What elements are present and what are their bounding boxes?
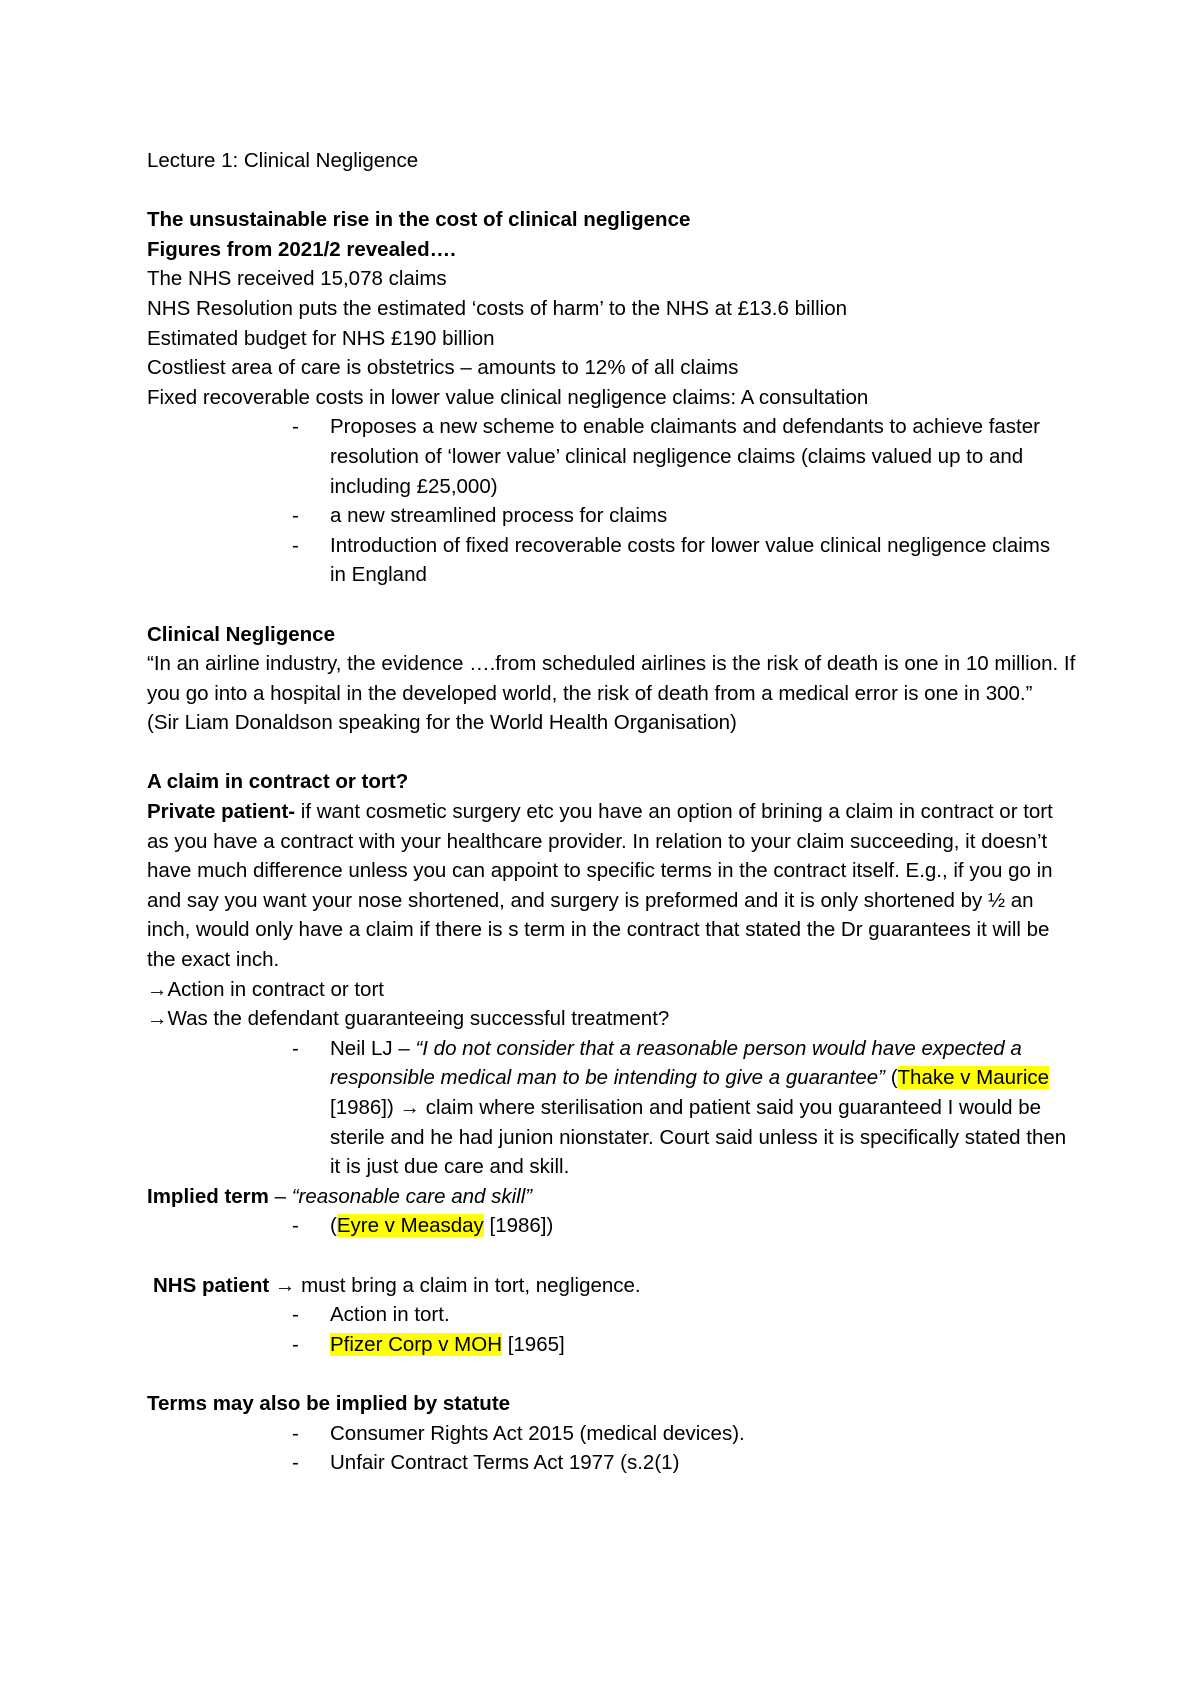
bullet-dash: - bbox=[292, 1036, 299, 1060]
neil-lj-quote: “I do not consider that a reasonable person would have expected a responsible medical man to be intending to give a guarantee” bbox=[330, 1036, 1022, 1090]
implied-term-line bbox=[147, 1182, 1077, 1212]
bullet-item bbox=[147, 1034, 1077, 1182]
spacer bbox=[147, 590, 1077, 620]
bullet-item bbox=[147, 1300, 1077, 1330]
bullet-text: Introduction of fixed recoverable costs for lower value clinical negligence claims in England bbox=[330, 533, 1051, 587]
bullet-item bbox=[147, 1211, 1077, 1241]
nhs-patient-line bbox=[147, 1271, 1077, 1301]
section-heading-contract-or-tort: A claim in contract or tort? bbox=[147, 770, 409, 794]
section-heading-cost: The unsustainable rise in the cost of clinical negligence bbox=[147, 208, 691, 232]
document-body bbox=[147, 146, 1077, 1478]
eyre-case-bullet bbox=[330, 1211, 1070, 1241]
bullet-dash: - bbox=[292, 1303, 299, 1327]
bullet-item bbox=[147, 1448, 1077, 1478]
neil-lj-bullet bbox=[330, 1034, 1070, 1182]
text-line: Costliest area of care is obstetrics – amounts to 12% of all claims bbox=[147, 356, 739, 380]
thake-case-detail: [1986]) → claim where sterilisation and patient said you guaranteed I would be sterile and he had junion nionstater. Court said unless it is specifically stated then it is just due care and skill. bbox=[330, 1096, 1067, 1179]
implied-term-dash: – bbox=[268, 1184, 292, 1208]
neil-lj-prefix: Neil LJ – bbox=[330, 1036, 416, 1060]
implied-term-quote: “reasonable care and skill” bbox=[291, 1184, 533, 1208]
paren-open: ( bbox=[885, 1066, 898, 1090]
text-line: The NHS received 15,078 claims bbox=[147, 267, 447, 291]
quote-attribution: (Sir Liam Donaldson speaking for the World Health Organisation) bbox=[147, 711, 737, 735]
spacer bbox=[147, 176, 1077, 206]
arrow-point: →Action in contract or tort bbox=[147, 977, 384, 1001]
bullet-text: a new streamlined process for claims bbox=[330, 504, 668, 528]
case-name-highlight: Pfizer Corp v MOH bbox=[330, 1332, 502, 1356]
paren-open: ( bbox=[330, 1214, 337, 1238]
bullet-text: Consumer Rights Act 2015 (medical devices). bbox=[330, 1421, 745, 1445]
arrow-point: →Was the defendant guaranteeing successful treatment? bbox=[147, 1007, 670, 1031]
spacer bbox=[147, 738, 1077, 768]
case-name-highlight: Eyre v Measday bbox=[336, 1214, 484, 1238]
eyre-case-detail: [1986]) bbox=[483, 1214, 554, 1238]
bullet-text: Action in tort. bbox=[330, 1303, 450, 1327]
implied-term-label: Implied term bbox=[147, 1184, 269, 1208]
text-line: Fixed recoverable costs in lower value clinical negligence claims: A consultation bbox=[147, 385, 869, 409]
bullet-dash: - bbox=[292, 1214, 299, 1238]
private-patient-label: Private patient- bbox=[147, 800, 296, 824]
pfizer-case-detail: [1965] bbox=[502, 1332, 565, 1356]
figures-subheading: Figures from 2021/2 revealed…. bbox=[147, 237, 456, 261]
bullet-item bbox=[147, 1330, 1077, 1360]
bullet-dash: - bbox=[292, 504, 299, 528]
spacer bbox=[147, 1359, 1077, 1389]
bullet-text: Proposes a new scheme to enable claimants and defendants to achieve faster resolution of ‘lower value’ clinical negligence claims (claims valued up to and including £25,000) bbox=[330, 415, 1040, 498]
bullet-item bbox=[147, 531, 1077, 590]
bullet-dash: - bbox=[292, 533, 299, 557]
spacer bbox=[147, 1241, 1077, 1271]
private-patient-paragraph bbox=[147, 797, 1077, 975]
bullet-item bbox=[147, 1419, 1077, 1449]
donaldson-quote: “In an airline industry, the evidence ….from scheduled airlines is the risk of death is one in 10 million. If you go into a hospital in the developed world, the risk of death from a medical error is one in 300.” bbox=[147, 652, 1076, 705]
case-name-highlight: Thake v Maurice bbox=[897, 1066, 1050, 1090]
nhs-patient-label: NHS patient → bbox=[153, 1273, 296, 1297]
text-line: Estimated budget for NHS £190 billion bbox=[147, 326, 495, 350]
bullet-dash: - bbox=[292, 415, 299, 439]
bullet-text: Unfair Contract Terms Act 1977 (s.2(1) bbox=[330, 1451, 680, 1475]
section-heading-clinical-negligence: Clinical Negligence bbox=[147, 622, 335, 646]
bullet-item bbox=[147, 412, 1077, 501]
bullet-item bbox=[147, 501, 1077, 531]
nhs-patient-text: must bring a claim in tort, negligence. bbox=[295, 1273, 641, 1297]
bullet-dash: - bbox=[292, 1451, 299, 1475]
bullet-dash: - bbox=[292, 1332, 299, 1356]
bullet-dash: - bbox=[292, 1421, 299, 1445]
text-line: NHS Resolution puts the estimated ‘costs of harm’ to the NHS at £13.6 billion bbox=[147, 296, 848, 320]
lecture-title: Lecture 1: Clinical Negligence bbox=[147, 149, 419, 172]
private-patient-text: if want cosmetic surgery etc you have an option of brining a claim in contract or tort as you have a contract with your healthcare provider. In relation to your claim succeeding, it doesn’t have much difference unless you can appoint to specific terms in the contract itself. E.g., if you go in and say you want your nose shortened, and surgery is preformed and it is only shortened by ½ an inch, would only have a claim if there is s term in the contract that stated the Dr guarantees it will be the exact inch. bbox=[147, 800, 1053, 972]
pfizer-case-bullet bbox=[330, 1330, 1070, 1360]
section-heading-statute: Terms may also be implied by statute bbox=[147, 1391, 511, 1415]
